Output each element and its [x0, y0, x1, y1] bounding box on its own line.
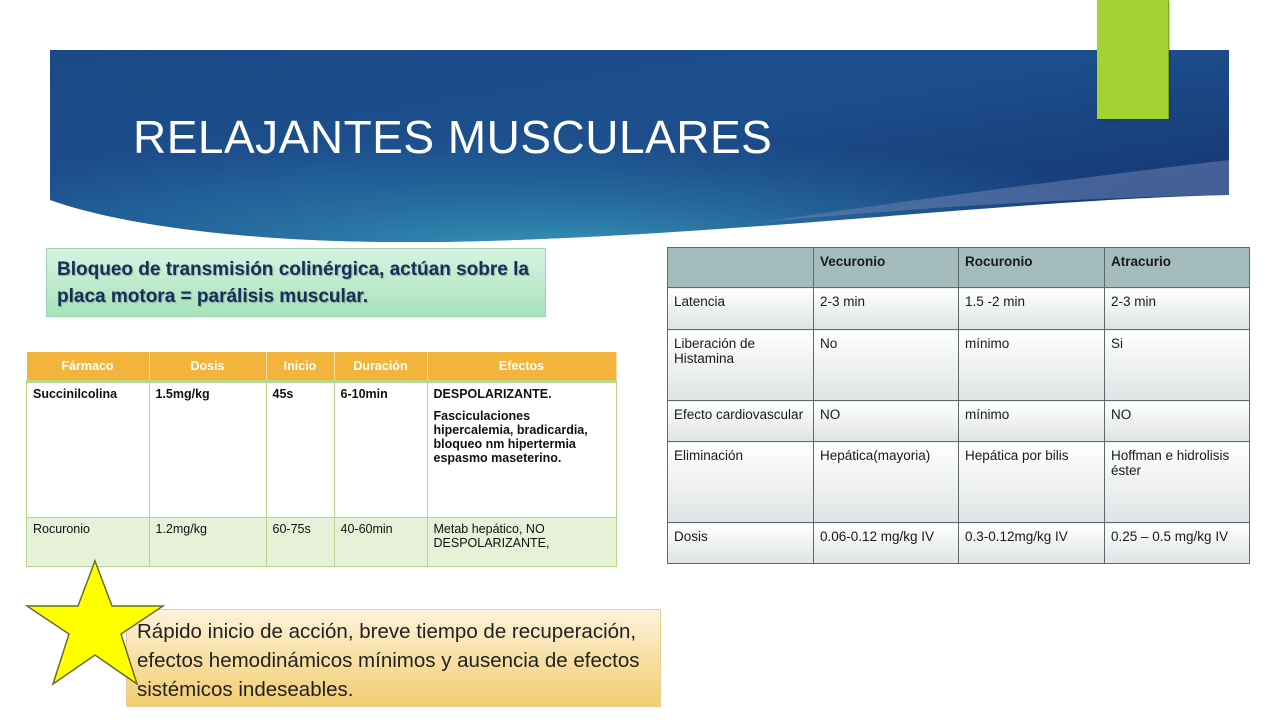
accent-tab: [1097, 0, 1169, 119]
cell-value: 0.25 – 0.5 mg/kg IV: [1105, 523, 1250, 564]
header-atracurio: Atracurio: [1105, 248, 1250, 288]
row-label: Liberación de Histamina: [668, 330, 814, 401]
cell-value: 0.06-0.12 mg/kg IV: [814, 523, 959, 564]
header-efectos: Efectos: [427, 352, 616, 382]
efectos-line: DESPOLARIZANTE.: [433, 387, 552, 401]
table-row: [668, 288, 1250, 330]
definition-callout: Bloqueo de transmisión colinérgica, actúan sobre la placa motora = parálisis muscular.: [46, 248, 546, 317]
cell-value: NO: [814, 401, 959, 442]
efectos-line: Fasciculaciones hipercalemia, bradicardia, bloqueo nm hipertermia espasmo maseterino.: [433, 409, 588, 465]
header-farmaco: Fármaco: [27, 352, 150, 382]
cell-value: 0.3-0.12mg/kg IV: [959, 523, 1105, 564]
cell-dosis: 1.5mg/kg: [149, 382, 266, 518]
cell-value: 2-3 min: [1105, 288, 1250, 330]
table-header-row: [668, 248, 1250, 288]
cell-value: mínimo: [959, 330, 1105, 401]
cell-farmaco: Rocuronio: [27, 518, 150, 567]
header-rocuronio: Rocuronio: [959, 248, 1105, 288]
relaxant-comparison-table: [667, 247, 1250, 564]
table-row: [668, 523, 1250, 564]
cell-value: Hepática por bilis: [959, 442, 1105, 523]
cell-efectos: Metab hepático, NO DESPOLARIZANTE,: [427, 518, 616, 567]
header-empty: [668, 248, 814, 288]
header-duracion: Duración: [334, 352, 427, 382]
cell-inicio: 45s: [266, 382, 334, 518]
cell-duracion: 6-10min: [334, 382, 427, 518]
cell-duracion: 40-60min: [334, 518, 427, 567]
cell-value: 1.5 -2 min: [959, 288, 1105, 330]
cell-value: Si: [1105, 330, 1250, 401]
table-row: [668, 442, 1250, 523]
cell-value: Hepática(mayoria): [814, 442, 959, 523]
advantages-text: Rápido inicio de acción, breve tiempo de recuperación, efectos hemodinámicos mínimos y ausencia de efectos sistémicos indeseables.: [137, 620, 640, 701]
cell-efectos: [427, 382, 616, 518]
advantages-callout: [126, 609, 661, 707]
cell-dosis: 1.2mg/kg: [149, 518, 266, 567]
table-row: [668, 401, 1250, 442]
cell-value: No: [814, 330, 959, 401]
cell-value: 2-3 min: [814, 288, 959, 330]
row-label: Eliminación: [668, 442, 814, 523]
table-row: [27, 382, 617, 518]
cell-value: mínimo: [959, 401, 1105, 442]
row-label: Efecto cardiovascular: [668, 401, 814, 442]
star-icon: [24, 558, 166, 688]
table-row: [668, 330, 1250, 401]
cell-value: Hoffman e hidrolisis éster: [1105, 442, 1250, 523]
table-header-row: [27, 352, 617, 382]
row-label: Dosis: [668, 523, 814, 564]
header-vecuronio: Vecuronio: [814, 248, 959, 288]
cell-inicio: 60-75s: [266, 518, 334, 567]
page-title: RELAJANTES MUSCULARES: [133, 111, 773, 163]
drug-comparison-table: [26, 352, 617, 567]
row-label: Latencia: [668, 288, 814, 330]
cell-value: NO: [1105, 401, 1250, 442]
header-inicio: Inicio: [266, 352, 334, 382]
header-dosis: Dosis: [149, 352, 266, 382]
cell-farmaco: Succinilcolina: [27, 382, 150, 518]
